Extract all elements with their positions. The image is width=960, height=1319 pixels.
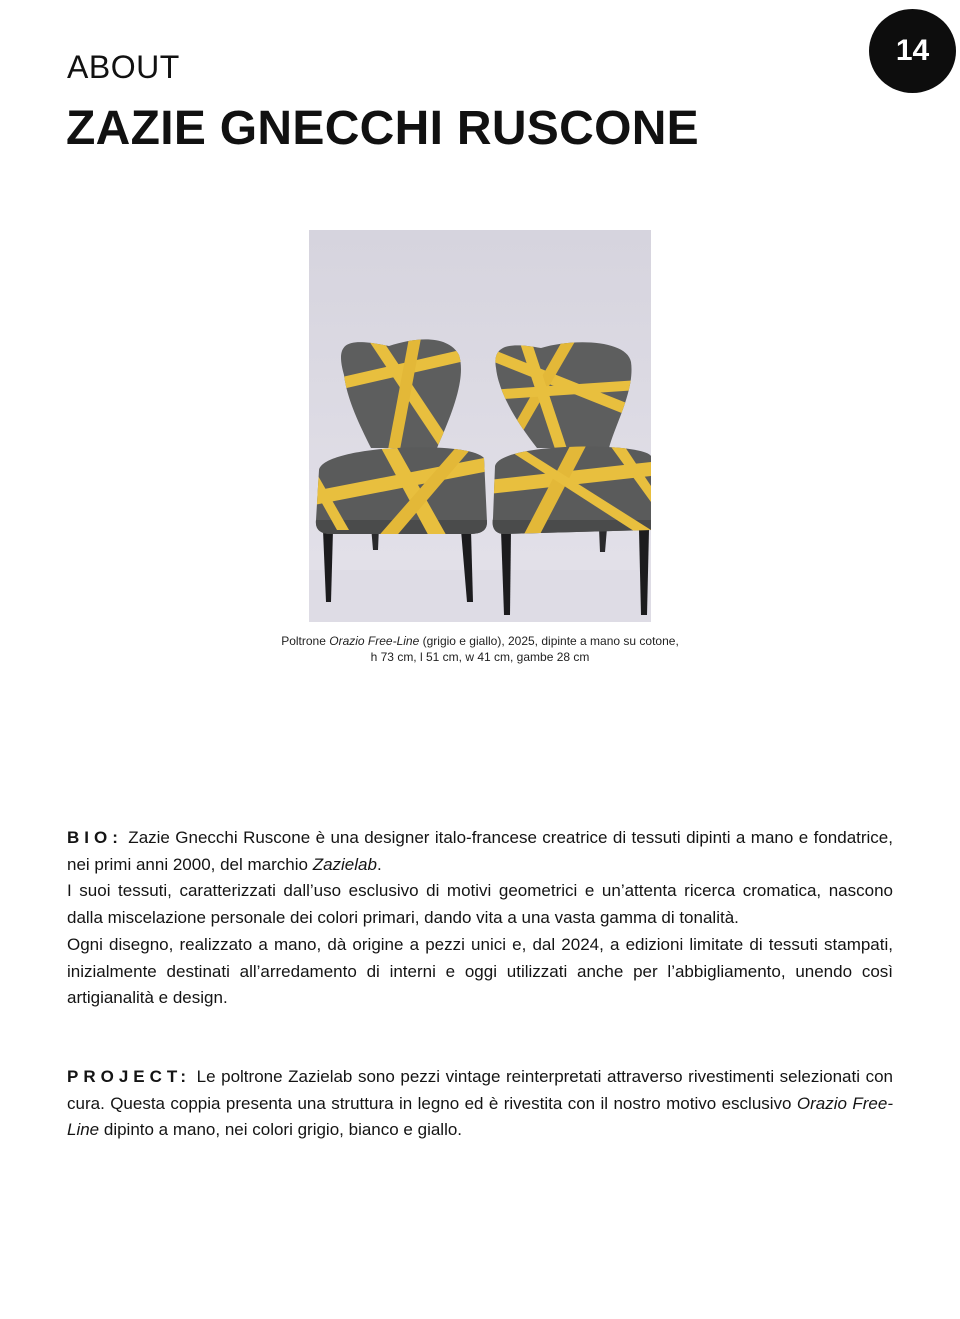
page-title: ZAZIE GNECCHI RUSCONE bbox=[66, 102, 699, 155]
section-label: ABOUT bbox=[67, 49, 180, 85]
armchairs-photo bbox=[309, 230, 651, 622]
bio-paragraph-1 bbox=[67, 825, 893, 878]
bio-label: BIO: bbox=[67, 828, 123, 847]
caption-details: (grigio e giallo), 2025, dipinte a mano su cotone, bbox=[419, 634, 679, 648]
project-section bbox=[67, 1064, 893, 1144]
armchairs-illustration bbox=[309, 230, 651, 622]
bio-paragraph-3: Ogni disegno, realizzato a mano, dà origine a pezzi unici e, dal 2024, a edizioni limitate di tessuti stampati, inizialmente destinati all’arredamento di interni e oggi utilizzati anche per l’abbigliamento, unendo così artigianalità e design. bbox=[67, 934, 893, 1008]
bio-text-end: . bbox=[376, 854, 382, 874]
project-text-end: dipinto a mano, nei colori grigio, bianco e giallo. bbox=[99, 1120, 463, 1140]
page-number-badge bbox=[869, 9, 956, 93]
project-label: PROJECT: bbox=[67, 1067, 192, 1086]
image-caption bbox=[200, 633, 760, 665]
project-motif-name: Orazio Free-Line bbox=[67, 1093, 893, 1140]
caption-work-title: Orazio Free-Line bbox=[329, 634, 420, 648]
caption-line-1 bbox=[200, 633, 760, 649]
project-text: Le poltrone Zazielab sono pezzi vintage reinterpretati attraverso rivestimenti selezionati con cura. Questa coppia presenta una struttura in legno ed è rivestita con il nostro motivo esclusivo bbox=[67, 1067, 893, 1113]
bio-section bbox=[67, 825, 893, 1012]
bio-text: Zazie Gnecchi Ruscone è una designer italo-francese creatrice di tessuti dipinti a mano e fondatrice, nei primi anni 2000, del marchio bbox=[67, 828, 893, 874]
project-paragraph bbox=[67, 1064, 893, 1144]
bio-paragraph-2: I suoi tessuti, caratterizzati dall’uso esclusivo di motivi geometrici e un’attenta ricerca cromatica, nascono dalla miscelazione personale dei colori primari, dando vita a una vasta gamma di tonalità. bbox=[67, 881, 893, 928]
caption-line-2: h 73 cm, l 51 cm, w 41 cm, gambe 28 cm bbox=[370, 650, 590, 664]
page-number: 14 bbox=[895, 34, 930, 67]
caption-prefix: Poltrone bbox=[281, 634, 330, 648]
bio-brand-name: Zazielab bbox=[312, 854, 377, 874]
